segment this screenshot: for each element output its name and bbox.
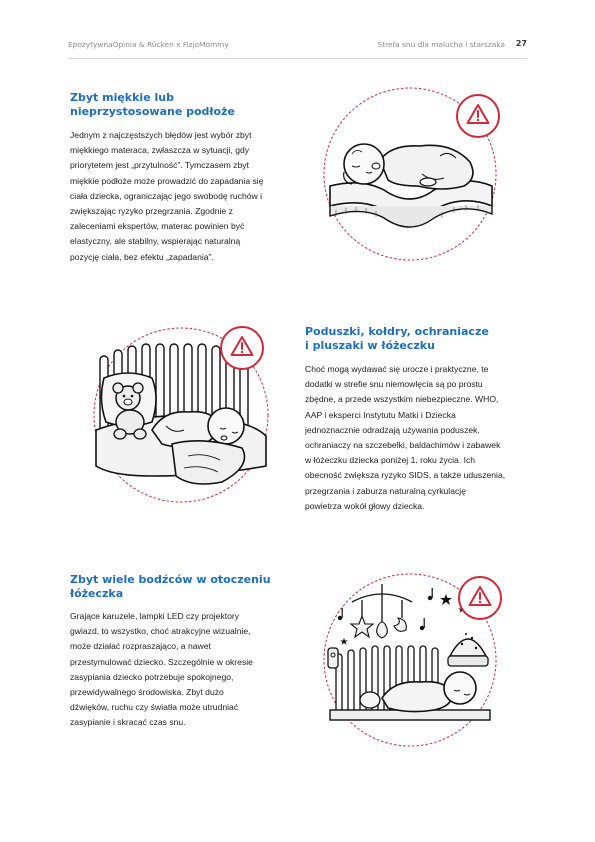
body-line: AAP i eksperci Instytutu Matki i Dziecka bbox=[305, 409, 456, 420]
warning-triangle-icon bbox=[230, 335, 254, 357]
illustration-stimuli bbox=[322, 572, 498, 748]
body-line: Jednym z najczęstszych błędów jest wybór zbyt bbox=[70, 130, 252, 140]
title-line: nieprzystosowane podłoże bbox=[70, 105, 235, 118]
body-line: w łóżeczku dziecka poniżej 1. roku życia. Ich bbox=[305, 455, 476, 466]
body-line: Grające karuzele, lampki LED czy projektory bbox=[70, 611, 240, 621]
section-2-title bbox=[305, 325, 535, 353]
illustration-soft-mattress bbox=[322, 86, 498, 262]
body-line: gwiazd, to wszystko, choć atrakcyjne wizualnie, bbox=[70, 626, 251, 637]
illustration-pillows-teddy bbox=[92, 326, 270, 504]
page-number: 27 bbox=[515, 39, 527, 48]
body-line: powietrza wokół głowy dziecka. bbox=[305, 500, 425, 511]
title-line: Zbyt miękkie lub bbox=[70, 91, 174, 104]
header-chapter: Strefa snu dla malucha i starszaka bbox=[377, 40, 505, 49]
title-line: Zbyt wiele bodźców w otoczeniu bbox=[70, 573, 271, 586]
warning-badge bbox=[456, 94, 500, 138]
body-line: przegrzania i zaburza naturalną cyrkulację bbox=[305, 485, 466, 496]
page-header bbox=[68, 38, 527, 52]
body-line: przestymulować dziecko. Szczególnie w okresie bbox=[70, 656, 253, 667]
body-line: ochraniaczy na szczebelki, baldachimów i zabawek bbox=[305, 440, 501, 451]
title-line: Poduszki, kołdry, ochraniacze bbox=[305, 325, 489, 338]
body-line: ciała dziecka, ograniczając jego swobodę ruchów i bbox=[70, 190, 263, 201]
body-line: elastyczny, ale stabilny, wspierając naturalną bbox=[70, 236, 241, 247]
section-3-title bbox=[70, 573, 300, 601]
body-line: zasypianie i skracać czas snu. bbox=[70, 717, 186, 728]
body-line: dodatki w strefie snu niemowlęcia są po prostu bbox=[305, 379, 483, 390]
section-1-title bbox=[70, 91, 300, 119]
body-line: przewidywalnego środowiska. Zbyt dużo bbox=[70, 687, 224, 698]
warning-triangle-icon bbox=[466, 103, 490, 125]
body-line: obecność zwiększa ryzyko SIDS, a także uduszenia, bbox=[305, 470, 506, 481]
warning-badge bbox=[458, 576, 502, 620]
body-line: pozycję ciała, bez efektu „zapadania”. bbox=[70, 251, 214, 262]
body-line: miękkiego materaca, zwłaszcza w sytuacji, gdy bbox=[70, 145, 250, 156]
body-line: miękkie podłoże może prowadzić do zapadania się bbox=[70, 175, 264, 186]
title-line: i pluszaki w łóżeczku bbox=[305, 339, 435, 352]
body-line: zasypiania dziecko potrzebuje spokojnego, bbox=[70, 671, 234, 682]
title-line: łóżeczka bbox=[70, 587, 124, 600]
body-line: zaleceniami ekspertów, materac powinien być bbox=[70, 221, 245, 232]
header-divider bbox=[68, 58, 527, 59]
body-line: dźwięków, ruchu czy światła może utrudniać bbox=[70, 702, 239, 713]
body-line: zwiększając ryzyko przegrzania. Zgodnie z bbox=[70, 206, 233, 217]
section-3-body bbox=[70, 609, 300, 731]
section-2-body bbox=[305, 362, 535, 514]
body-line: priorytetem jest „przytulność”. Tymczasem zbyt bbox=[70, 160, 249, 171]
body-line: zbędne, a przede wszystkim niebezpieczne. WHO, bbox=[305, 394, 499, 405]
body-line: Choć mogą wydawać się urocze i praktyczne, te bbox=[305, 364, 489, 374]
body-line: jednoznacznie odradzają używania poduszek, bbox=[305, 424, 480, 435]
header-brand: EpozytywnaOpinia & Rücken x FizjoMommy bbox=[68, 40, 229, 49]
warning-triangle-icon bbox=[468, 585, 492, 607]
section-1-body bbox=[70, 128, 300, 265]
warning-badge bbox=[220, 326, 264, 370]
body-line: może działać rozpraszająco, a nawet bbox=[70, 641, 211, 652]
